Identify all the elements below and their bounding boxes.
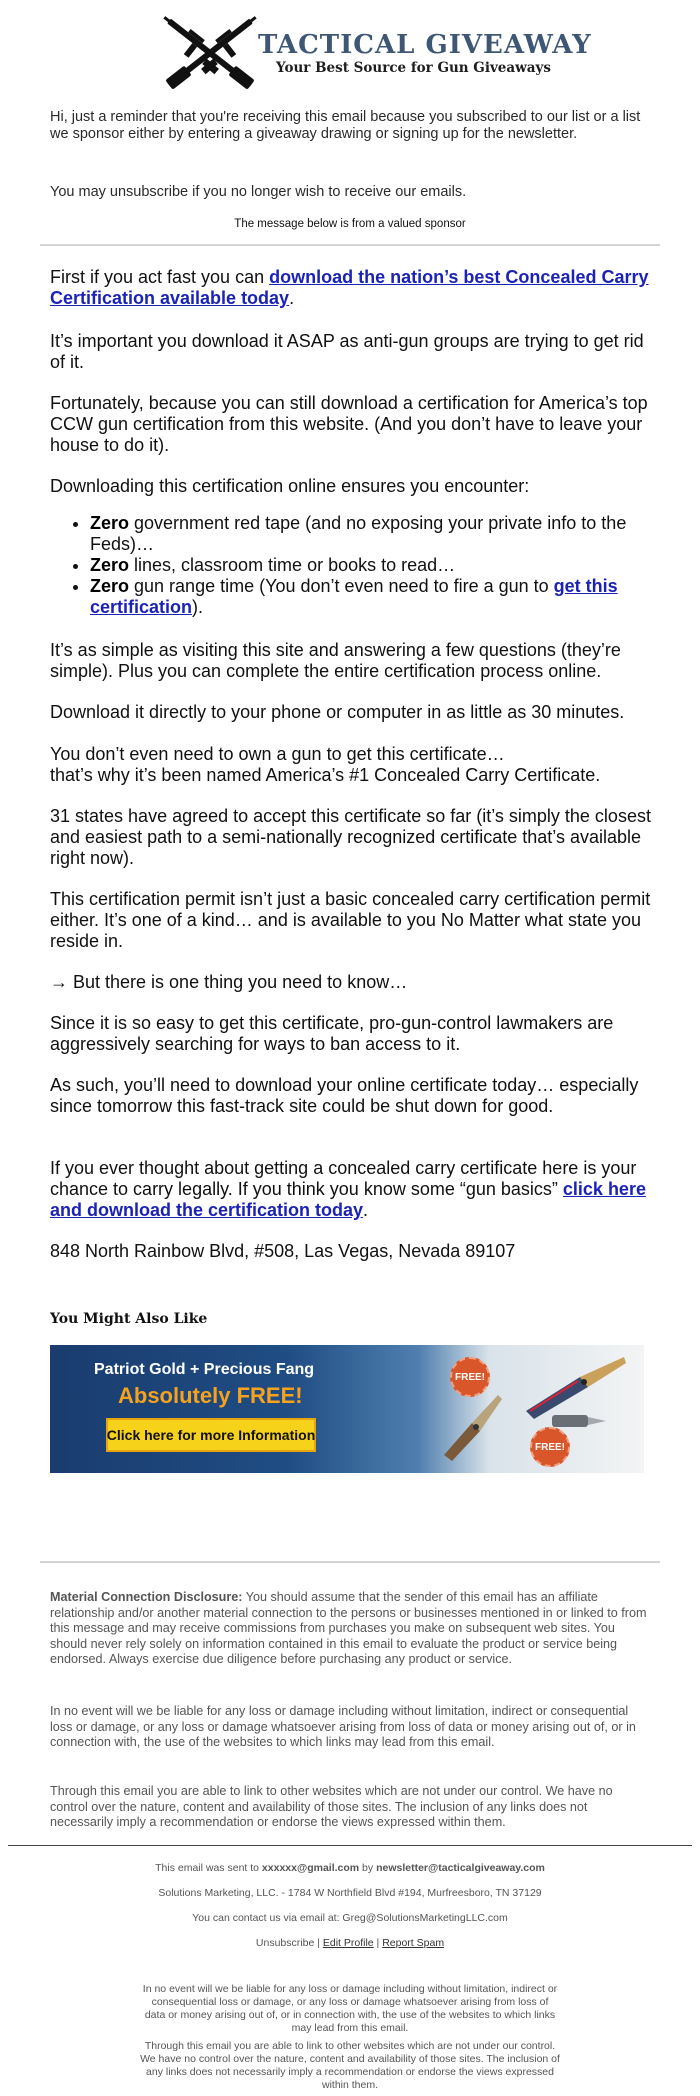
download-certification-link[interactable]: click here and download the certification today — [50, 1179, 646, 1220]
recipient-email: xxxxxx@gmail.com — [261, 1862, 360, 1874]
material-connection-disclosure — [50, 1590, 650, 1668]
list-item — [90, 513, 655, 555]
free-badge: FREE! — [450, 1357, 490, 1397]
brand-logo[interactable] — [150, 8, 592, 98]
divider — [8, 1845, 692, 1846]
separator: | — [373, 1937, 383, 1949]
list-item — [90, 576, 655, 618]
brand-title: TACTICAL GIVEAWAY — [258, 30, 592, 60]
liability-disclaimer: In no event will we be liable for any loss or damage including without limitation, indirect or consequential loss or damage, or any loss or damage whatsoever arising from loss of data or money arising out of, or in connection with, the use of the websites to which links may lead from this email. — [50, 1704, 636, 1749]
paragraph: Fortunately, because you can still download a certification for America’s top CCW gun certification from this website. (And you don’t have to leave your house to do it). — [50, 393, 648, 455]
free-badge: FREE! — [530, 1427, 570, 1467]
bullet-bold: Zero — [90, 513, 130, 533]
report-spam-link[interactable]: Report Spam — [382, 1937, 445, 1949]
folding-knife-icon — [436, 1385, 516, 1465]
unsubscribe-note: You may unsubscribe if you no longer wish to receive our emails. — [50, 184, 467, 200]
banner-offer: Absolutely FREE! — [118, 1383, 303, 1408]
edit-profile-link[interactable]: Edit Profile — [322, 1937, 374, 1949]
also-like-heading: You Might Also Like — [50, 1311, 208, 1327]
text: . — [363, 1200, 369, 1220]
third-party-links-disclaimer: Through this email you are able to link to other websites which are not under our control. We have no control over the nature, content and availability of those sites. The inclusion of any links does not necessarily imply a recommendation or endorse the views expressed within them. — [50, 1784, 613, 1829]
certification-download-link[interactable]: download the nation’s best Concealed Carry Certification available today — [50, 267, 649, 308]
paragraph-intro — [50, 267, 655, 309]
divider — [40, 244, 660, 246]
company-address: Solutions Marketing, LLC. - 1784 W Northfield Blvd #194, Murfreesboro, TN 37129 — [158, 1887, 542, 1899]
promo-banner[interactable] — [50, 1345, 644, 1473]
text: This email was sent to — [155, 1862, 262, 1874]
paragraph: Downloading this certification online ensures you encounter: — [50, 476, 530, 496]
text: You don’t even need to own a gun to get this certificate… — [50, 744, 505, 764]
paragraph — [50, 744, 655, 786]
text: by — [359, 1862, 377, 1874]
disclosure-text: You should assume that the sender of this email has an affiliate relationship and/or another material connection to the persons or businesses mentioned in or linked to from this message and may receive commissions from purchases you make on subsequent web sites. You should never rely solely on information contained in this email to evaluate the product or service being endorsed. Always exercise due diligence before purchasing any product or service. — [50, 1590, 647, 1666]
bullet-text: lines, classroom time or books to read… — [129, 555, 456, 575]
paragraph: Download it directly to your phone or computer in as little as 30 minutes. — [50, 702, 625, 722]
bullet-bold: Zero — [90, 555, 130, 575]
bullet-bold: Zero — [90, 576, 130, 596]
paragraph-closing — [50, 1158, 655, 1221]
paragraph: → But there is one thing you need to know… — [50, 972, 408, 992]
footer-links-disclaimer: Through this email you are able to link to other websites which are not under our control. We have no control over the nature, content and availability of those sites. The inclusion of any links does not necessarily imply a recommendation or endorse the views expressed within them. — [140, 2040, 560, 2091]
banner-more-info-button[interactable]: Click here for more Information — [106, 1418, 316, 1452]
paragraph: Since it is so easy to get this certificate, pro-gun-control lawmakers are aggressively searching for ways to ban access to it. — [50, 1013, 614, 1054]
paragraph: This certification permit isn’t just a basic concealed carry certification permit either. It’s one of a kind… and is available to you No Matter what state you reside in. — [50, 889, 651, 951]
unsubscribe-link[interactable]: Unsubscribe — [255, 1937, 315, 1949]
paragraph: It’s important you download it ASAP as anti-gun groups are trying to get rid of it. — [50, 331, 644, 372]
crossed-rifles-icon — [150, 8, 270, 98]
sponsor-note: The message below is from a valued sponsor — [234, 218, 466, 230]
paragraph: It’s as simple as visiting this site and answering a few questions (they’re simple). Plus you can complete the entire certification process online. — [50, 640, 621, 681]
text: . — [289, 288, 295, 308]
banner-headline: Patriot Gold + Precious Fang — [94, 1361, 315, 1378]
separator: | — [314, 1937, 323, 1949]
contact-line: You can contact us via email at: Greg@SolutionsMarketingLLC.com — [192, 1912, 508, 1924]
text: If you ever thought about getting a concealed carry certificate here is your chance to carry legally. If you think you know some “gun basics” — [50, 1158, 637, 1199]
sponsor-address: 848 North Rainbow Blvd, #508, Las Vegas, Nevada 89107 — [50, 1241, 516, 1261]
text: First if you act fast you can — [50, 267, 270, 287]
disclosure-label: Material Connection Disclosure: — [50, 1590, 243, 1604]
paragraph: 31 states have agreed to accept this certificate so far (it’s simply the closest and easiest path to a semi-nationally recognized certificate that’s available right now). — [50, 806, 651, 868]
sent-to-line — [100, 1862, 600, 1875]
bullet-text: government red tape (and no exposing your private info to the Feds)… — [90, 513, 627, 554]
list-item — [90, 555, 655, 576]
text: that’s why it’s been named America’s #1 Concealed Carry Certificate. — [50, 765, 601, 785]
brand-subtitle: Your Best Source for Gun Giveaways — [276, 60, 551, 76]
divider — [40, 1561, 660, 1563]
small-knife-icon — [548, 1401, 608, 1441]
bullet-text: gun range time (You don’t even need to fire a gun to — [129, 576, 554, 596]
get-certification-link[interactable]: get this certification — [90, 576, 618, 617]
paragraph: As such, you’ll need to download your online certificate today… especially since tomorrow this fast-track site could be shut down for good. — [50, 1075, 639, 1116]
benefits-list — [50, 513, 655, 618]
subscription-reminder: Hi, just a reminder that you're receiving this email because you subscribed to our list or a list we sponsor either by entering a giveaway drawing or signing up for the newsletter. — [50, 109, 641, 142]
bullet-text: ). — [192, 597, 204, 617]
footer-links — [100, 1937, 600, 1950]
sender-email: newsletter@tacticalgiveaway.com — [376, 1862, 545, 1874]
footer-liability: In no event will we be liable for any loss or damage including without limitation, indirect or consequential loss or damage, or any loss or damage whatsoever arising from loss of data or money arising out of, or in connection with, the use of the websites to which links may lead from this email. — [142, 1983, 558, 2034]
